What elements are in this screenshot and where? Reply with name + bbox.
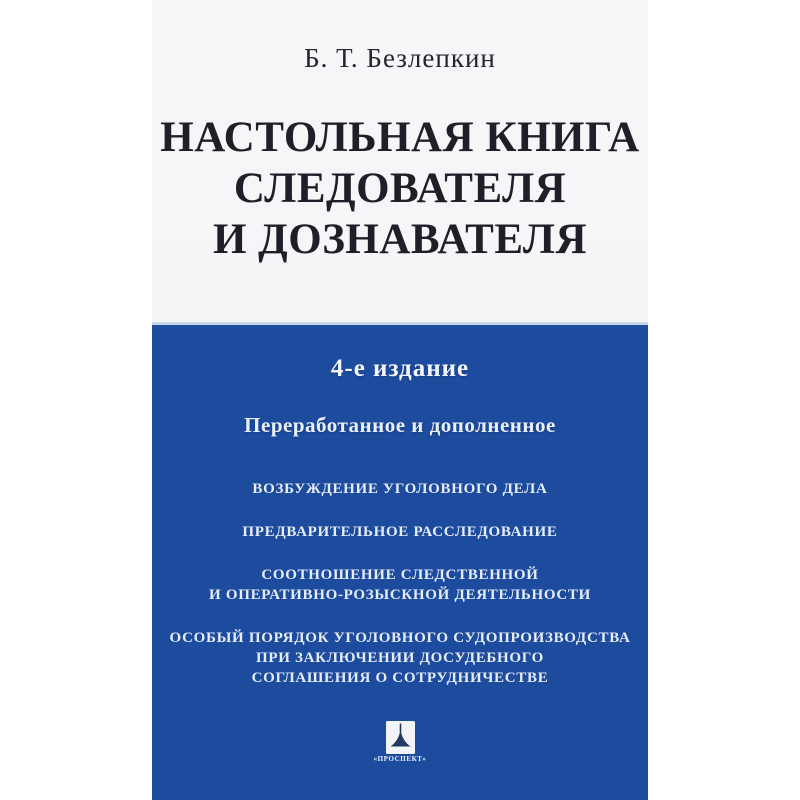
publisher-name: «ПРОСПЕКТ» [373, 755, 427, 763]
prospekt-tower-icon [386, 721, 415, 754]
book-title-line-2: СЛЕДОВАТЕЛЯ [233, 165, 567, 212]
topic-line: СОГЛАШЕНИЯ О СОТРУДНИЧЕСТВЕ [251, 670, 549, 686]
book-title-line-3: И ДОЗНАВАТЕЛЯ [212, 216, 588, 263]
topics-list [152, 479, 648, 688]
book-title-line-1: НАСТОЛЬНАЯ КНИГА [160, 114, 640, 161]
author-name: Б. Т. Безлепкин [304, 43, 496, 73]
topic-line: СООТНОШЕНИЕ СЛЕДСТВЕННОЙ [261, 567, 539, 583]
cover-top-section [152, 0, 648, 322]
topic-item-3 [152, 565, 648, 605]
book-title [152, 112, 648, 265]
edition-note: Переработанное и дополненное [244, 413, 556, 437]
topic-line: И ОПЕРАТИВНО-РОЗЫСКНОЙ ДЕЯТЕЛЬНОСТИ [209, 587, 591, 603]
cover-bottom-section [152, 325, 648, 800]
publisher-logo [152, 721, 648, 764]
topic-line: ВОЗБУЖДЕНИЕ УГОЛОВНОГО ДЕЛА [252, 481, 548, 497]
topic-line: ПРИ ЗАКЛЮЧЕНИИ ДОСУДЕБНОГО [255, 650, 545, 666]
topic-line: ОСОБЫЙ ПОРЯДОК УГОЛОВНОГО СУДОПРОИЗВОДСТВА [169, 630, 631, 646]
edition-label: 4-е издание [330, 355, 470, 382]
topic-item-1 [152, 479, 648, 499]
book-cover [152, 0, 648, 800]
topic-item-2 [152, 522, 648, 542]
topic-item-4 [152, 628, 648, 688]
topic-line: ПРЕДВАРИТЕЛЬНОЕ РАССЛЕДОВАНИЕ [242, 524, 558, 540]
